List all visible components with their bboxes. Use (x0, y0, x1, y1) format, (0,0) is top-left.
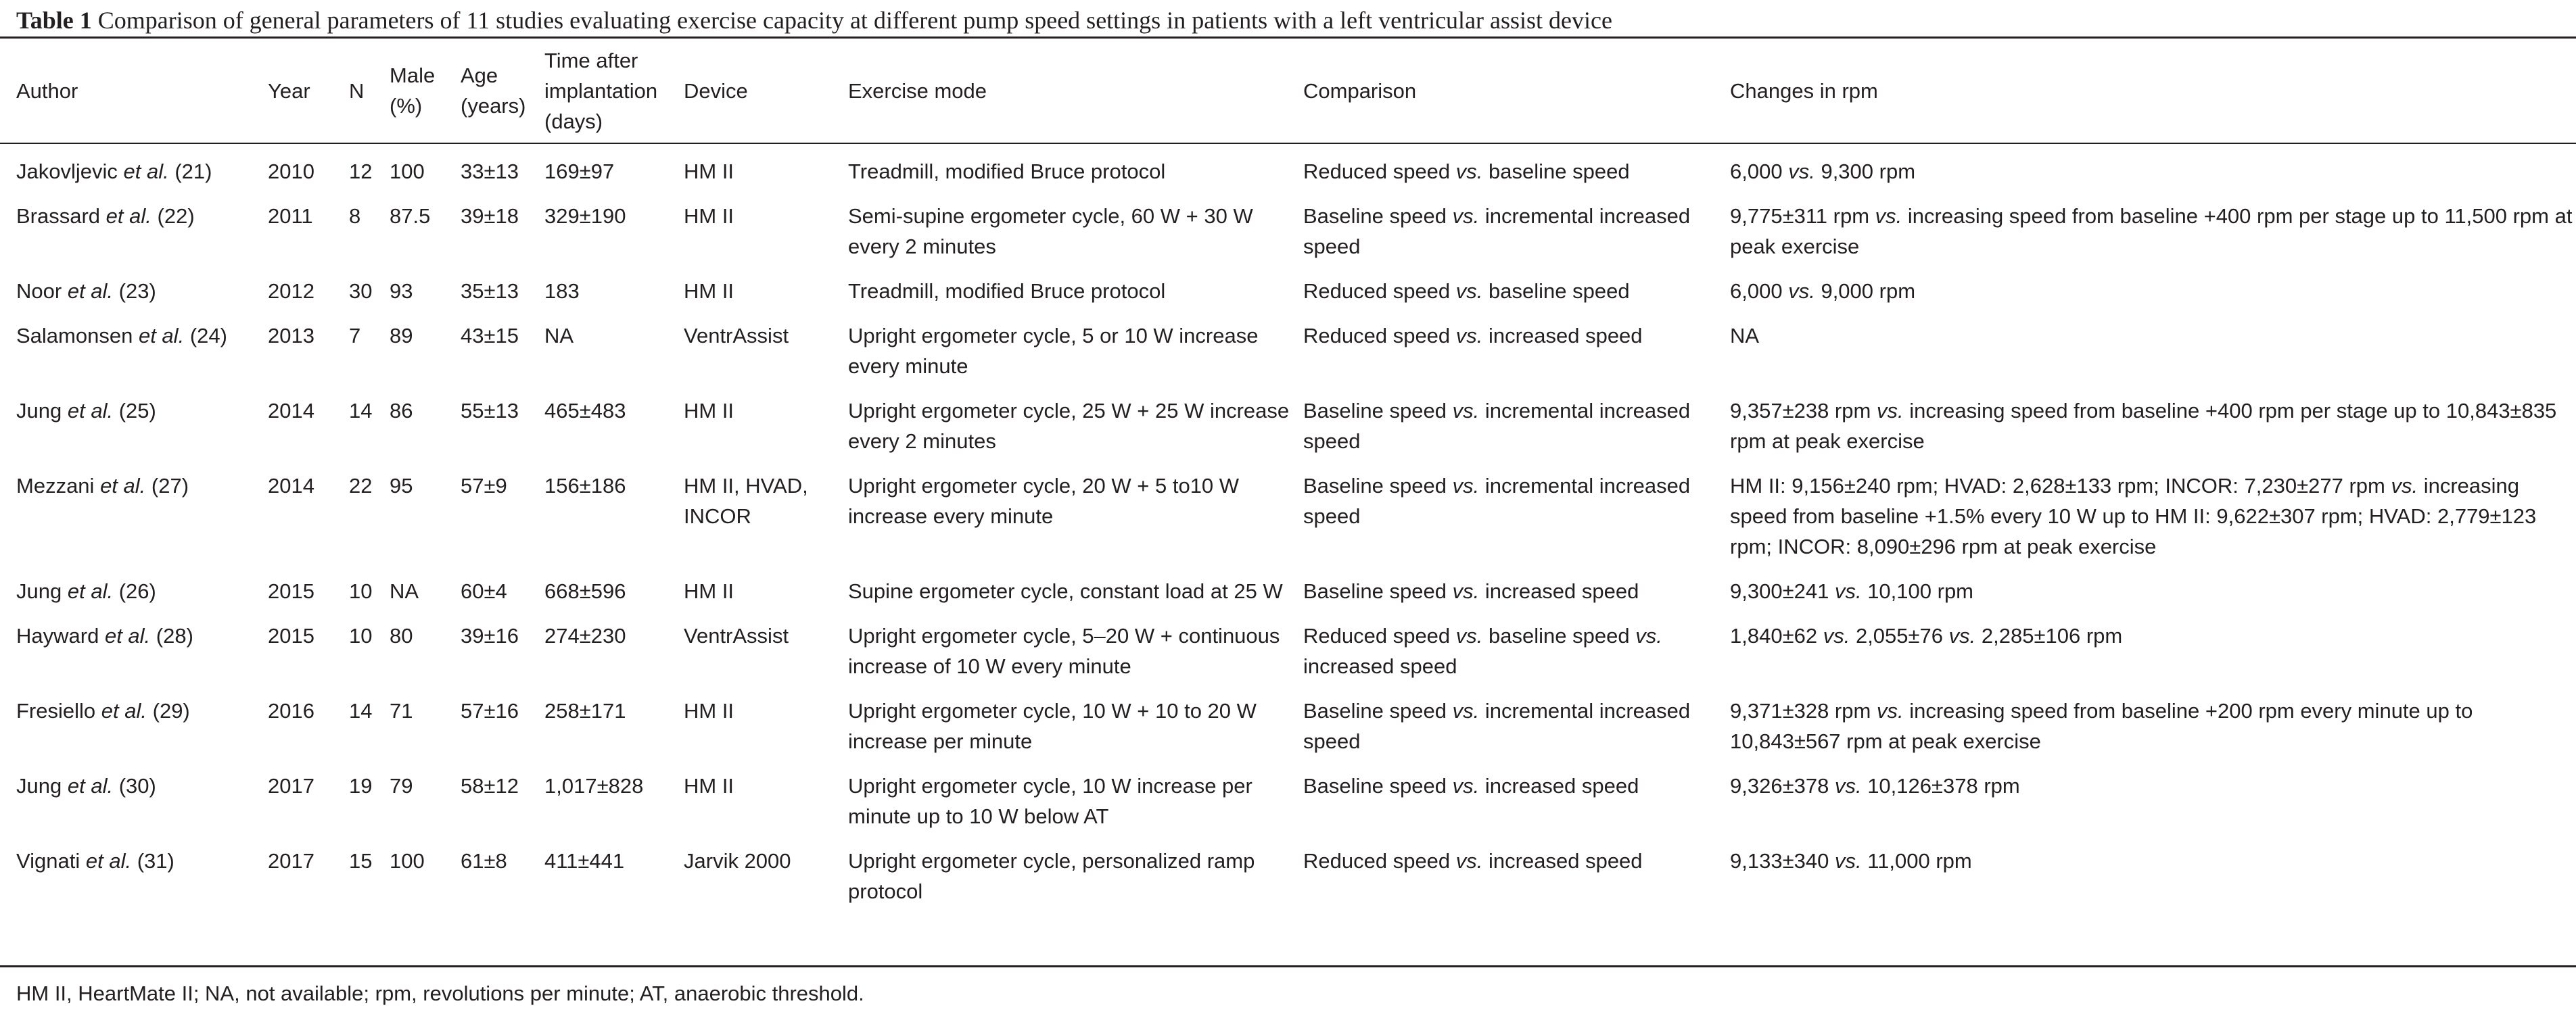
cell-age: 61±8 (461, 849, 507, 873)
author-ref: (22) (157, 204, 195, 228)
cell-n: 7 (349, 324, 361, 347)
author-etal: et al. (67, 279, 114, 303)
cell-changes-rpm (1730, 143, 2576, 201)
comparison-a: Baseline speed (1303, 474, 1447, 498)
cell-year: 2012 (268, 279, 314, 303)
table-row (0, 143, 2576, 201)
rpm-a: 9,133±340 (1730, 849, 1829, 873)
cell-time: NA (544, 324, 574, 347)
header-age (461, 39, 544, 143)
comparison-a: Baseline speed (1303, 399, 1447, 422)
header-time-line2: implantation (544, 78, 658, 103)
comparison-b: increased speed (1489, 849, 1643, 873)
cell-time: 156±186 (544, 474, 626, 498)
cell-exercise-mode: Upright ergometer cycle, 5–20 W + continuous increase of 10 W every minute (848, 624, 1280, 678)
header-age-line1: Age (461, 64, 498, 87)
rpm-a: 9,357±238 rpm (1730, 399, 1871, 422)
cell-year: 2014 (268, 474, 314, 498)
author-etal: et al. (67, 579, 114, 603)
header-device: Device (684, 78, 748, 103)
author-name: Mezzani (16, 474, 95, 498)
table-caption-text: Comparison of general parameters of 11 studies evaluating exercise capacity at different pump speed settings in patients with a left ventricular assist device (97, 7, 1612, 34)
table-footnote: HM II, HeartMate II; NA, not available; rpm, revolutions per minute; AT, anaerobic threshold. (16, 982, 864, 1005)
header-row (0, 39, 2576, 143)
author-ref: (29) (152, 699, 190, 723)
cell-male: 93 (390, 279, 413, 303)
table-row (0, 470, 2576, 576)
cell-exercise-mode: Supine ergometer cycle, constant load at 25 W (848, 579, 1283, 603)
comparison-vs: vs. (1452, 774, 1480, 798)
cell-male: 100 (390, 160, 425, 183)
cell-comparison (1303, 576, 1730, 621)
cell-comparison (1303, 320, 1730, 395)
header-male-line1: Male (390, 64, 436, 87)
cell-author (0, 470, 268, 576)
cell-age: 43±15 (461, 324, 519, 347)
comparison-c: increased speed (1303, 654, 1457, 678)
author-ref: (25) (118, 399, 156, 422)
rpm-a: 9,300±241 (1730, 579, 1829, 603)
cell-year: 2015 (268, 624, 314, 648)
header-comparison: Comparison (1303, 78, 1417, 103)
rpm-a: HM II: 9,156±240 rpm; HVAD: 2,628±133 rpm; INCOR: 7,230±277 rpm (1730, 474, 2385, 498)
comparison-vs: vs. (1452, 699, 1480, 723)
cell-changes-rpm (1730, 696, 2576, 771)
rpm-vs: vs. (1876, 399, 1904, 422)
rpm-a: 9,326±378 (1730, 774, 1829, 798)
bottom-rule (0, 965, 2576, 967)
cell-device: HM II (684, 579, 734, 603)
rpm-a: NA (1730, 324, 1760, 347)
comparison-b: baseline speed (1489, 160, 1630, 183)
comparison-vs: vs. (1455, 160, 1483, 183)
cell-time: 183 (544, 279, 580, 303)
rpm-vs: vs. (2391, 474, 2418, 498)
cell-age: 57±9 (461, 474, 507, 498)
author-name: Brassard (16, 204, 101, 228)
comparison-a: Reduced speed (1303, 624, 1451, 648)
cell-male: 100 (390, 849, 425, 873)
comparison-b: baseline speed (1489, 624, 1630, 648)
cell-device: VentrAssist (684, 324, 789, 347)
author-name: Fresiello (16, 699, 96, 723)
cell-exercise-mode: Upright ergometer cycle, 10 W + 10 to 20 W increase per minute (848, 699, 1257, 753)
cell-author (0, 696, 268, 771)
author-etal: et al. (104, 624, 151, 648)
rpm-c: 2,285±106 rpm (1981, 624, 2123, 648)
header-male-line2: (%) (390, 94, 423, 118)
cell-author (0, 771, 268, 846)
table-body (0, 143, 2576, 921)
cell-year: 2017 (268, 774, 314, 798)
rpm-a: 1,840±62 (1730, 624, 1818, 648)
studies-table (0, 39, 2576, 921)
cell-exercise-mode: Treadmill, modified Bruce protocol (848, 160, 1166, 183)
comparison-vs: vs. (1455, 849, 1483, 873)
cell-age: 35±13 (461, 279, 519, 303)
cell-year: 2013 (268, 324, 314, 347)
cell-comparison (1303, 143, 1730, 201)
cell-device: VentrAssist (684, 624, 789, 648)
header-changes-rpm: Changes in rpm (1730, 78, 1878, 103)
comparison-b: increased speed (1484, 774, 1639, 798)
cell-changes-rpm (1730, 276, 2576, 320)
rpm-b: increasing speed from baseline +400 rpm per stage up to 10,843±835 rpm at peak exercise (1730, 399, 2557, 453)
cell-n: 8 (349, 204, 361, 228)
header-year: Year (268, 78, 310, 103)
rpm-vs: vs. (1834, 579, 1862, 603)
cell-year: 2014 (268, 399, 314, 422)
author-etal: et al. (67, 774, 114, 798)
cell-changes-rpm (1730, 320, 2576, 395)
rpm-vs: vs. (1834, 774, 1862, 798)
comparison-vs: vs. (1452, 399, 1480, 422)
cell-male: NA (390, 579, 419, 603)
author-etal: et al. (106, 204, 151, 228)
comparison-a: Reduced speed (1303, 849, 1451, 873)
comparison-vs: vs. (1452, 474, 1480, 498)
comparison-vs: vs. (1452, 579, 1480, 603)
table-row (0, 395, 2576, 470)
comparison-a: Baseline speed (1303, 204, 1447, 228)
rpm-b: increasing speed from baseline +1.5% every 10 W up to HM II: 9,622±307 rpm; HVAD: 2,779±123 rpm; INCOR: 8,090±296 rpm at peak exercise (1730, 474, 2537, 558)
header-time-line1: Time after (544, 48, 638, 72)
cell-n: 14 (349, 699, 373, 723)
cell-n: 22 (349, 474, 373, 498)
rpm-b: 9,000 rpm (1821, 279, 1916, 303)
cell-n: 14 (349, 399, 373, 422)
rpm-vs: vs. (1788, 279, 1815, 303)
cell-author (0, 621, 268, 696)
rpm-vs: vs. (1788, 160, 1815, 183)
cell-author (0, 395, 268, 470)
cell-changes-rpm (1730, 395, 2576, 470)
cell-changes-rpm (1730, 846, 2576, 921)
cell-n: 30 (349, 279, 373, 303)
cell-male: 87.5 (390, 204, 431, 228)
rpm-b: 9,300 rpm (1821, 160, 1916, 183)
cell-time: 668±596 (544, 579, 626, 603)
comparison-b: increased speed (1484, 579, 1639, 603)
cell-time: 169±97 (544, 160, 615, 183)
cell-time: 274±230 (544, 624, 626, 648)
header-age-line2: (years) (461, 94, 526, 118)
table-row (0, 320, 2576, 395)
cell-age: 60±4 (461, 579, 507, 603)
comparison-b: increased speed (1489, 324, 1643, 347)
table-row (0, 771, 2576, 846)
rpm-vs: vs. (1876, 699, 1904, 723)
cell-male: 71 (390, 699, 413, 723)
author-ref: (24) (189, 324, 227, 347)
rpm-a: 6,000 (1730, 279, 1783, 303)
cell-n: 19 (349, 774, 373, 798)
cell-comparison (1303, 846, 1730, 921)
header-author: Author (16, 78, 78, 103)
cell-device: Jarvik 2000 (684, 849, 791, 873)
cell-changes-rpm (1730, 771, 2576, 846)
cell-n: 15 (349, 849, 373, 873)
rpm-b: 10,100 rpm (1867, 579, 1974, 603)
cell-device: HM II (684, 204, 734, 228)
comparison-vs: vs. (1455, 279, 1483, 303)
cell-changes-rpm (1730, 621, 2576, 696)
cell-author (0, 846, 268, 921)
cell-device: HM II (684, 160, 734, 183)
author-name: Noor (16, 279, 62, 303)
cell-exercise-mode: Upright ergometer cycle, 25 W + 25 W increase every 2 minutes (848, 399, 1290, 453)
cell-male: 89 (390, 324, 413, 347)
cell-comparison (1303, 621, 1730, 696)
author-name: Salamonsen (16, 324, 133, 347)
cell-device: HM II (684, 699, 734, 723)
cell-exercise-mode: Treadmill, modified Bruce protocol (848, 279, 1166, 303)
cell-time: 465±483 (544, 399, 626, 422)
cell-exercise-mode: Semi-supine ergometer cycle, 60 W + 30 W every 2 minutes (848, 204, 1253, 258)
rpm-a: 6,000 (1730, 160, 1783, 183)
author-etal: et al. (100, 474, 146, 498)
table-row (0, 576, 2576, 621)
author-etal: et al. (85, 849, 132, 873)
cell-exercise-mode: Upright ergometer cycle, personalized ramp protocol (848, 849, 1255, 903)
rpm-b: 10,126±378 rpm (1867, 774, 2020, 798)
cell-male: 86 (390, 399, 413, 422)
cell-exercise-mode: Upright ergometer cycle, 5 or 10 W increase every minute (848, 324, 1259, 378)
comparison-vs: vs. (1455, 324, 1483, 347)
author-name: Jung (16, 399, 62, 422)
cell-comparison (1303, 696, 1730, 771)
cell-age: 39±16 (461, 624, 519, 648)
cell-age: 55±13 (461, 399, 519, 422)
author-ref: (26) (118, 579, 156, 603)
table-row (0, 276, 2576, 320)
cell-year: 2016 (268, 699, 314, 723)
rpm-vs2: vs. (1948, 624, 1976, 648)
comparison-a: Baseline speed (1303, 699, 1447, 723)
cell-changes-rpm (1730, 470, 2576, 576)
author-etal: et al. (123, 160, 169, 183)
cell-device: HM II (684, 774, 734, 798)
table-row (0, 621, 2576, 696)
author-name: Jakovljevic (16, 160, 118, 183)
comparison-vs: vs. (1452, 204, 1480, 228)
comparison-a: Baseline speed (1303, 579, 1447, 603)
author-name: Jung (16, 774, 62, 798)
cell-time: 329±190 (544, 204, 626, 228)
cell-author (0, 201, 268, 276)
cell-comparison (1303, 470, 1730, 576)
author-ref: (31) (137, 849, 174, 873)
comparison-a: Reduced speed (1303, 324, 1451, 347)
cell-comparison (1303, 201, 1730, 276)
header-time (544, 39, 684, 143)
comparison-b: incremental increased speed (1303, 204, 1691, 258)
rpm-vs: vs. (1875, 204, 1902, 228)
table-label: Table 1 (16, 7, 92, 34)
table-row (0, 696, 2576, 771)
comparison-a: Baseline speed (1303, 774, 1447, 798)
cell-n: 10 (349, 624, 373, 648)
cell-male: 95 (390, 474, 413, 498)
cell-device: HM II (684, 279, 734, 303)
cell-author (0, 276, 268, 320)
cell-year: 2015 (268, 579, 314, 603)
cell-time: 258±171 (544, 699, 626, 723)
cell-time: 411±441 (544, 849, 625, 873)
cell-age: 39±18 (461, 204, 519, 228)
comparison-b: incremental increased speed (1303, 699, 1691, 753)
cell-time: 1,017±828 (544, 774, 644, 798)
comparison-vs2: vs. (1635, 624, 1662, 648)
comparison-vs: vs. (1455, 624, 1483, 648)
table-row (0, 201, 2576, 276)
author-ref: (28) (156, 624, 193, 648)
cell-year: 2010 (268, 160, 314, 183)
cell-device: HM II, HVAD, INCOR (684, 474, 808, 528)
cell-male: 79 (390, 774, 413, 798)
cell-changes-rpm (1730, 201, 2576, 276)
cell-author (0, 576, 268, 621)
rpm-b: increasing speed from baseline +400 rpm per stage up to 11,500 rpm at peak exercise (1730, 204, 2573, 258)
author-etal: et al. (101, 699, 147, 723)
table-row (0, 846, 2576, 921)
table-caption (16, 5, 2576, 35)
author-etal: et al. (67, 399, 114, 422)
cell-author (0, 320, 268, 395)
cell-year: 2017 (268, 849, 314, 873)
rpm-vs: vs. (1834, 849, 1862, 873)
cell-age: 58±12 (461, 774, 519, 798)
comparison-b: incremental increased speed (1303, 399, 1691, 453)
cell-age: 33±13 (461, 160, 519, 183)
rpm-b: 11,000 rpm (1867, 849, 1972, 873)
cell-male: 80 (390, 624, 413, 648)
comparison-a: Reduced speed (1303, 279, 1451, 303)
comparison-b: baseline speed (1489, 279, 1630, 303)
header-exercise-mode: Exercise mode (848, 78, 987, 103)
rpm-a: 9,371±328 rpm (1730, 699, 1871, 723)
header-time-line3: (days) (544, 109, 603, 133)
cell-exercise-mode: Upright ergometer cycle, 20 W + 5 to10 W increase every minute (848, 474, 1240, 528)
author-etal: et al. (138, 324, 185, 347)
cell-comparison (1303, 771, 1730, 846)
cell-changes-rpm (1730, 576, 2576, 621)
cell-age: 57±16 (461, 699, 519, 723)
cell-n: 10 (349, 579, 373, 603)
rpm-b: increasing speed from baseline +200 rpm every minute up to 10,843±567 rpm at peak exercise (1730, 699, 2473, 753)
cell-comparison (1303, 276, 1730, 320)
cell-author (0, 143, 268, 201)
comparison-a: Reduced speed (1303, 160, 1451, 183)
cell-comparison (1303, 395, 1730, 470)
cell-device: HM II (684, 399, 734, 422)
author-name: Vignati (16, 849, 80, 873)
comparison-b: incremental increased speed (1303, 474, 1691, 528)
author-ref: (27) (151, 474, 189, 498)
header-n: N (349, 78, 365, 103)
header-male (390, 39, 461, 143)
rpm-vs: vs. (1823, 624, 1850, 648)
author-ref: (30) (118, 774, 156, 798)
cell-year: 2011 (268, 204, 313, 228)
author-ref: (23) (118, 279, 156, 303)
cell-exercise-mode: Upright ergometer cycle, 10 W increase per minute up to 10 W below AT (848, 774, 1252, 828)
author-ref: (21) (174, 160, 212, 183)
author-name: Jung (16, 579, 62, 603)
rpm-a: 9,775±311 rpm (1730, 204, 1870, 228)
cell-n: 12 (349, 160, 373, 183)
rpm-b: 2,055±76 (1855, 624, 1944, 648)
author-name: Hayward (16, 624, 99, 648)
